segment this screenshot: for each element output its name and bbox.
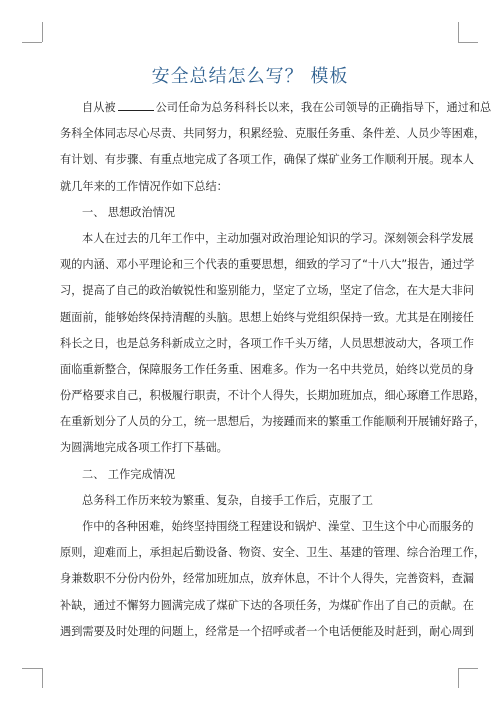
section-heading-1: 一、 思想政治情况 <box>82 205 176 219</box>
paragraph-3-line-1: 总务科工作历来较为繁重、复杂，自接手工作后，克服了工 <box>82 493 373 507</box>
crop-mark-top-right-v <box>458 22 459 42</box>
crop-mark-top-left-h <box>22 42 42 43</box>
paragraph-1-line-1-before: 自从被 <box>82 101 116 114</box>
crop-mark-top-left-v <box>42 22 43 42</box>
paragraph-3-line-5: 补缺，通过不懈努力圆满完成了煤矿下达的各项任务，为煤矿作出了自己的贡献。在 <box>60 598 474 612</box>
paragraph-3-line-4: 身兼数职不分份内份外，经常加班加点，放弃休息，不计个人得失，完善资料，查漏 <box>60 572 474 586</box>
paragraph-1-line-3: 有计划、有步骤、有重点地完成了各项工作，确保了煤矿业务工作顺利开展。现本人 <box>60 153 474 167</box>
crop-mark-bottom-left-h <box>22 668 42 669</box>
paragraph-3-line-2: 作中的各种困难，始终坚持围绕工程建设和锅炉、澡堂、卫生这个中心而服务的 <box>82 520 474 533</box>
crop-mark-bottom-right-v <box>458 668 459 688</box>
paragraph-2-line-3: 习，提高了自己的政治敏锐性和鉴别能力，坚定了立场，坚定了信念，在大是大非问 <box>60 284 474 298</box>
paragraph-2-line-4: 题面前，能够始终保持清醒的头脑。思想上始终与党组织保持一致。尤其是在刚接任 <box>60 310 474 324</box>
paragraph-1-line-2: 务科全体同志尽心尽责、共同努力，积累经验、克服任务重、条件差、人员少等困难， <box>60 127 486 141</box>
section-heading-2: 二、 工作完成情况 <box>82 467 176 481</box>
paragraph-2-line-9: 为圆满地完成各项工作打下基础。 <box>60 441 228 455</box>
paragraph-2-line-8: 在重新划分了人员的分工，统一思想后，为接踵而来的繁重工作能顺利开展铺好路子， <box>60 415 486 429</box>
crop-mark-bottom-right-h <box>458 668 478 669</box>
paragraph-3-line-6: 遇到需要及时处理的问题上，经常是一个招呼或者一个电话便能及时赶到，耐心周到 <box>60 624 474 638</box>
paragraph-2-line-6: 面临重新整合，保障服务工作任务重、困难多。作为一名中共党员，始终以党员的身 <box>60 362 474 376</box>
paragraph-1-line-1 <box>60 95 492 121</box>
paragraph-2-line-7: 份严格要求自己，积极履行职责，不计个人得失，长期加班加点，细心琢磨工作思路， <box>60 389 486 403</box>
crop-mark-bottom-left-v <box>42 668 43 688</box>
name-blank-underline <box>118 98 154 111</box>
paragraph-1-line-4: 就几年来的工作情况作如下总结： <box>60 179 228 193</box>
paragraph-1-line-1-after: 公司任命为总务科科长以来，我在公司领导的正确指导下，通过和总 <box>155 101 492 114</box>
document-title: 安全总结怎么写？ 模板 <box>151 66 349 87</box>
paragraph-2-line-1: 本人在过去的几年工作中，主动加强对政治理论知识的学习。深刻领会科学发展 <box>82 231 474 245</box>
paragraph-2-line-5: 科长之日，也是总务科新成立之时，各项工作千头万绪，人员思想波动大，各项工作 <box>60 336 474 350</box>
document-body <box>60 95 492 645</box>
crop-mark-top-right-h <box>458 42 478 43</box>
paragraph-2-line-2: 观的内涵、邓小平理论和三个代表的重要思想，细致的学习了“十八大”报告，通过学 <box>60 258 475 272</box>
paragraph-3-line-3: 原则，迎难而上，承担起后勤设备、物资、安全、卫生、基建的管理、综合治理工作， <box>60 546 486 560</box>
